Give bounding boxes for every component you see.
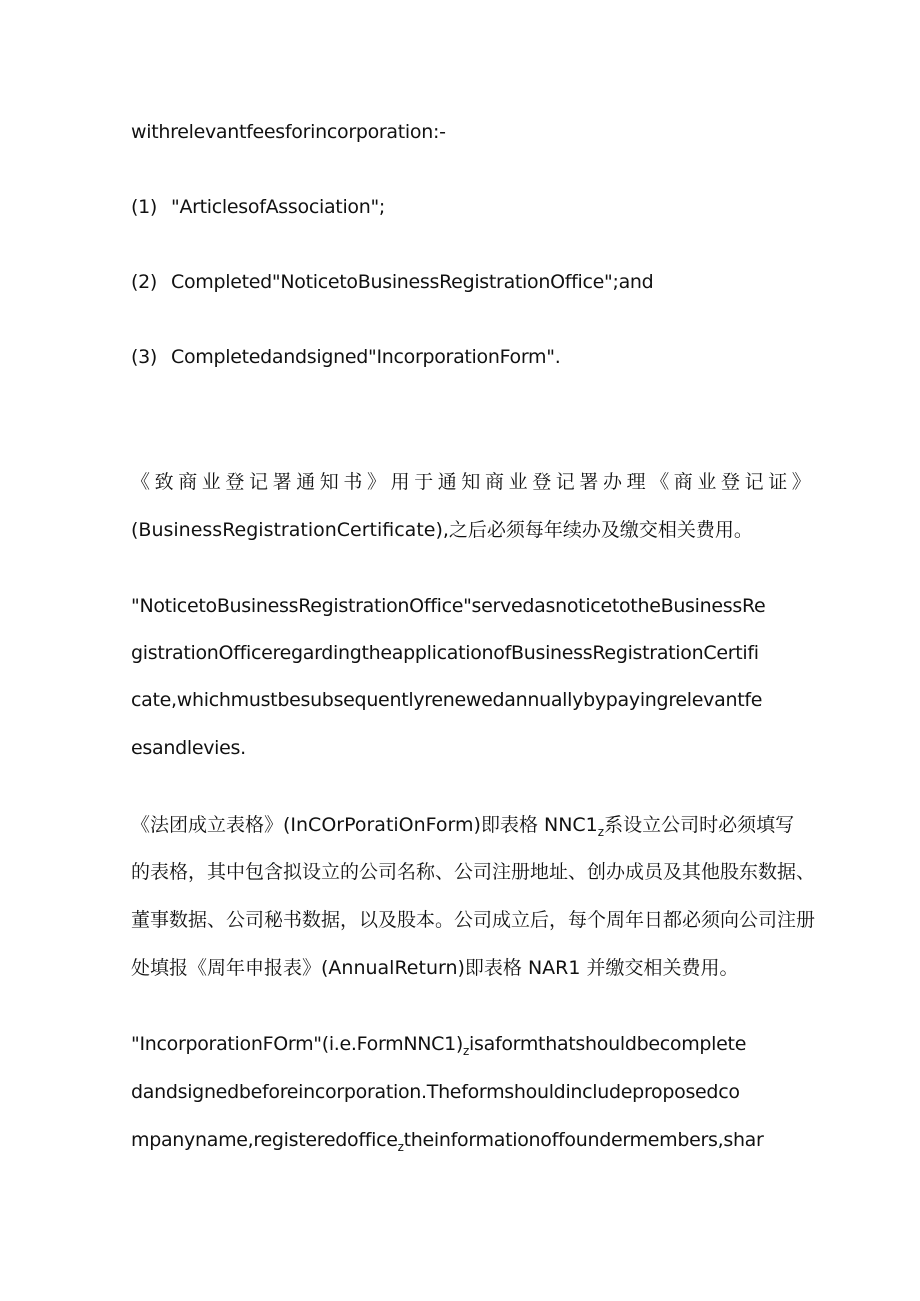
para-en-1-line: esandlevies. (131, 737, 246, 759)
para-en-2-line: dandsignedbeforeincorporation.Theformshouldincludeproposedco (131, 1081, 740, 1103)
para-en-2-line (131, 1127, 764, 1160)
para-en-2-text: "IncorporationFOrm"(i.e.FormNNC1) (131, 1033, 464, 1055)
para-en-1-line: "NoticetoBusinessRegistrationOffice"servedasnoticetotheBusinessRe (131, 595, 766, 617)
para-en-2-line (131, 1031, 746, 1064)
para-zh-2-text: 《法团成立表格》(InCOrPoratiOnForm)即表格 NNC1 (131, 814, 598, 836)
para-zh-2-line: 处填报《周年申报表》(AnnualReturn)即表格 NAR1 并缴交相关费用。 (131, 957, 739, 979)
subscript-mark: z (597, 825, 605, 839)
para-zh-2-line: 的表格，其中包含拟设立的公司名称、公司注册地址、创办成员及其他股东数据、 (131, 861, 816, 883)
para-en-2-text: mpanyname,registeredoffice (131, 1129, 398, 1151)
list-item-number: (1) (131, 196, 158, 218)
list-item (131, 344, 560, 370)
subscript-mark: z (397, 1140, 404, 1154)
para-zh-1-line: (BusinessRegistrationCertificate),之后必须每年续办及缴交相关费用。 (131, 519, 753, 541)
para-zh-2-line (131, 812, 794, 845)
subscript-mark: z (463, 1044, 470, 1058)
para-zh-1-line: 《致商业登记署通知书》用于通知商业登记署办理《商业登记证》 (131, 471, 816, 493)
para-en-2-text: isaformthatshouldbecomplete (469, 1033, 747, 1055)
para-en-1-line: gistrationOfficeregardingtheapplicationofBusinessRegistrationCertifi (131, 642, 759, 664)
list-item-number: (2) (131, 271, 158, 293)
list-item (131, 194, 385, 220)
para-zh-2-text: 系设立公司时必须填写 (604, 814, 795, 836)
para-en-1-line: cate,whichmustbesubsequentlyrenewedannuallybypayingrelevantfe (131, 689, 763, 711)
list-item-number: (3) (131, 346, 158, 368)
list-item-text: "ArticlesofAssociation"; (171, 196, 386, 218)
list-item-text: Completed"NoticetoBusinessRegistrationOffice";and (171, 271, 654, 293)
intro-line: withrelevantfeesforincorporation:- (131, 121, 446, 143)
list-item-text: Completedandsigned"IncorporationForm". (171, 346, 561, 368)
para-zh-2-line: 董事数据、公司秘书数据，以及股本。公司成立后，每个周年日都必须向公司注册 (131, 909, 816, 931)
para-en-2-text: theinformationoffoundermembers,shar (403, 1129, 764, 1151)
list-item (131, 269, 653, 295)
